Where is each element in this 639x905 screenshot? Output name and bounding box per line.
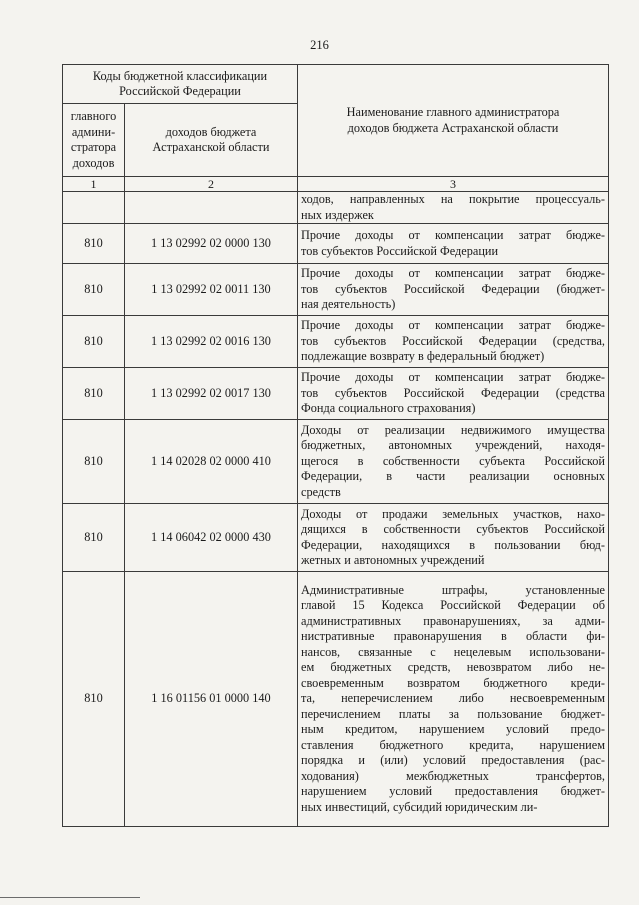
- income-description-cell: [298, 316, 609, 368]
- description-line: нарушением условий предоставления бюджет-: [301, 784, 605, 799]
- description-line: порядка и (или) условий предоставления (рас-: [301, 753, 605, 768]
- income-code-cell: 1 16 01156 01 0000 140: [125, 572, 298, 827]
- description-line: та, неперечислением либо несвоевременным: [301, 691, 605, 706]
- header-codes-group: [63, 65, 298, 104]
- admin-code-cell: [63, 192, 125, 224]
- description-line: ных инвестиций, субсидий юридическим ли-: [301, 799, 538, 814]
- header-income-line-2: Астраханской области: [152, 140, 270, 154]
- header-admin-line-3: стратора: [70, 140, 117, 154]
- income-description-cell: [298, 368, 609, 420]
- description-line: бюджетных, автономных учреждений, находя-: [301, 438, 605, 453]
- header-income-column: [125, 104, 298, 177]
- description-line: тов субъектов Российской Федерации: [301, 243, 499, 258]
- description-line: тов субъектов Российской Федерации (бюджет-: [301, 281, 605, 296]
- admin-code-cell: 810: [63, 504, 125, 572]
- description-line: ная деятельность): [301, 297, 396, 312]
- header-codes-group-label: Коды бюджетной классификации Российской Федерации: [92, 68, 268, 98]
- description-line: Прочие доходы от компенсации затрат бюдже-: [301, 318, 605, 333]
- table-row: [63, 504, 609, 572]
- admin-code-cell: 810: [63, 368, 125, 420]
- description-line: щегося в собственности субъекта Российской: [301, 453, 605, 468]
- description-line: ходования) межбюджетных трансфертов,: [301, 768, 605, 783]
- description-line: административных правонарушениях, за адми-: [301, 613, 605, 628]
- column-number-2: 2: [125, 177, 298, 192]
- description-line: дящихся в собственности субъектов Российской: [301, 522, 605, 536]
- admin-code-cell: 810: [63, 224, 125, 264]
- income-code-cell: 1 13 02992 02 0017 130: [125, 368, 298, 420]
- description-line: Фонда социального страхования): [301, 401, 476, 416]
- description-line: ходов, направленных на покрытие процессуаль-: [301, 192, 605, 206]
- description-line: ных издержек: [301, 207, 374, 222]
- income-description-cell: [298, 420, 609, 504]
- page-number: 216: [310, 38, 329, 52]
- description-line: тов субъектов Российской Федерации (средства: [301, 385, 605, 400]
- description-line: ным кредитом, нарушением условий предо-: [301, 722, 605, 737]
- table-row: [63, 316, 609, 368]
- header-admin-line-1: главного: [70, 109, 117, 123]
- header-name-line-2: доходов бюджета Астраханской области: [347, 120, 559, 135]
- description-line: нансов, связанные с нецелевым использовани-: [301, 644, 605, 659]
- description-line: жетных и автономных учреждений: [301, 553, 485, 567]
- header-row-numbers: [63, 177, 609, 192]
- description-line: подлежащие возврату в федеральный бюджет): [301, 349, 545, 364]
- header-admin-line-2: админи-: [71, 124, 116, 139]
- description-line: Доходы от продажи земельных участков, нахо-: [301, 506, 605, 521]
- column-number-1: 1: [63, 177, 125, 192]
- header-name-line-1: Наименование главного администратора: [346, 105, 560, 119]
- description-line: Доходы от реализации недвижимого имущества: [301, 422, 605, 437]
- income-code-cell: 1 13 02992 02 0016 130: [125, 316, 298, 368]
- header-admin-column: [63, 104, 125, 177]
- income-description-cell: [298, 504, 609, 572]
- description-line: Прочие доходы от компенсации затрат бюдже-: [301, 228, 605, 242]
- table-row: [63, 368, 609, 420]
- description-line: тов субъектов Российской Федерации (средства,: [301, 333, 605, 348]
- description-line: средств: [301, 484, 341, 499]
- description-line: перечислением платы за пользование бюджет-: [301, 706, 605, 721]
- description-line: ставления бюджетного кредита, нарушением: [301, 737, 605, 752]
- column-number-3: 3: [298, 177, 609, 192]
- description-line: Прочие доходы от компенсации затрат бюдже-: [301, 266, 605, 281]
- header-admin-line-4: доходов: [72, 155, 115, 170]
- admin-code-cell: 810: [63, 572, 125, 827]
- description-line: Прочие доходы от компенсации затрат бюдже-: [301, 370, 605, 385]
- description-line: ем бюджетных средств, невозвратом либо не-: [301, 660, 605, 675]
- header-name-column: [298, 65, 609, 177]
- description-line: Федерации, находящихся в пользовании бюд-: [301, 537, 605, 552]
- description-line: главой 15 Кодекса Российской Федерации об: [301, 598, 605, 613]
- description-line: Административные штрафы, установленные: [301, 582, 605, 597]
- admin-code-cell: 810: [63, 420, 125, 504]
- income-code-cell: 1 14 06042 02 0000 430: [125, 504, 298, 572]
- income-code-cell: 1 13 02992 02 0011 130: [125, 264, 298, 316]
- income-description-cell: [298, 572, 609, 827]
- table-row: [63, 192, 609, 224]
- footer-rule: [0, 897, 140, 898]
- income-code-cell: [125, 192, 298, 224]
- admin-code-cell: 810: [63, 264, 125, 316]
- header-row-group: [63, 65, 609, 104]
- income-code-cell: 1 14 02028 02 0000 410: [125, 420, 298, 504]
- description-line: своевременным возвратом бюджетного креди-: [301, 675, 605, 690]
- table-row: [63, 572, 609, 827]
- budget-classification-table: [62, 64, 609, 827]
- table-row: [63, 264, 609, 316]
- header-income-line-1: доходов бюджета: [165, 124, 257, 139]
- income-description-cell: [298, 264, 609, 316]
- income-code-cell: 1 13 02992 02 0000 130: [125, 224, 298, 264]
- admin-code-cell: 810: [63, 316, 125, 368]
- description-line: Федерации, в части реализации основных: [301, 469, 605, 484]
- description-line: нистративные правонарушения в области фи-: [301, 629, 605, 644]
- income-description-cell: [298, 192, 609, 224]
- table-row: [63, 420, 609, 504]
- table-row: [63, 224, 609, 264]
- income-description-cell: [298, 224, 609, 264]
